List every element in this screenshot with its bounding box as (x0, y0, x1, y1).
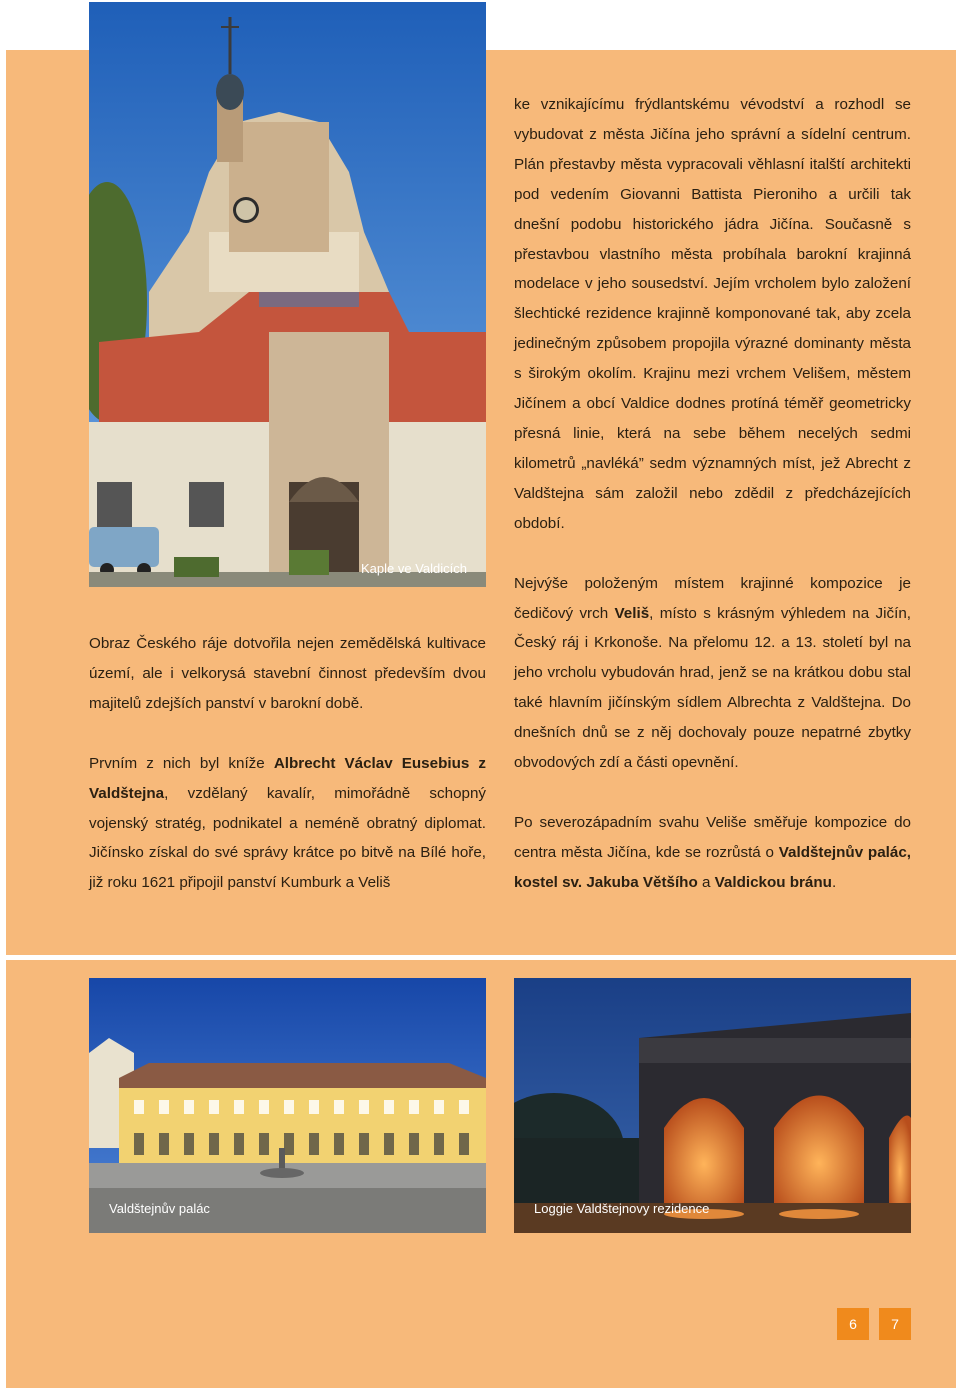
loggia-photo (514, 978, 911, 1233)
name-palace-church: Valdštejnův palác, kostel sv. Jakuba Většího (514, 843, 911, 891)
palace-photo (89, 978, 486, 1233)
name-velis: Veliš (614, 604, 650, 622)
left-text-column (89, 629, 486, 898)
name-albrecht-valdstejn: Albrecht Václav Eusebius z Valdštejna (89, 754, 486, 802)
palace-caption: Valdštejnův palác (109, 1201, 210, 1216)
chapel-photo (89, 2, 486, 587)
right-paragraph-city: ke vznikajícímu frýdlantskému vévodství a rozhodl se vybudovat z města Jičína jeho správní a sídelní centrum. Plán přestavby města vypracovali věhlasní italští architekti pod vedením Giovanni Battista Pieroniho a určili tak dnešní podobu historického jádra Jičína. Současně s přestavbou vlastního města probíhala barokní krajinná modelace v jeho sousedství. Jejím vrcholem bylo založení šlechtické rezidence krajinně komponované tak, aby zcela jedinečným způsobem propojila výrazné dominanty města s širokým okolím. Krajinu mezi vrchem Velišem, městem Jičínem a obcí Valdice dodnes protíná téměř geometricky přesná linie, která na sebe během necelých sedmi kilometrů „navléká” sedm významných míst, jež Abrecht z Valdštejna sám založil nebo zdědil z předcházejících období. (514, 96, 911, 532)
page-number-left: 6 (837, 1308, 869, 1340)
right-text-column (514, 90, 911, 898)
left-paragraph-valdstejn: Prvním z nich byl kníže Albrecht Václav Eusebius z Valdštejna, vzdělaný kavalír, mimořádně schopný vojenský stratég, podnikatel a neméně obratný diplomat. Jičínsko získal do své správy krátce po bitvě na Bílé hoře, již roku 1621 připojil panství Kumburk a Veliš (89, 754, 486, 892)
loggia-caption: Loggie Valdštejnovy rezidence (534, 1201, 710, 1216)
name-valdice-gate: Valdickou bránu (714, 873, 832, 891)
left-paragraph-intro: Obraz Českého ráje dotvořila nejen zemědělská kultivace území, ale i velkorysá stavební činnost především dvou majitelů zdejších panství v barokní době. (89, 635, 486, 712)
right-paragraph-velis: Nejvýše položeným místem krajinné kompozice je čedičový vrch Veliš, místo s krásným výhledem na Jičín, Český ráj i Krkonoše. Na přelomu 12. a 13. století byl na jeho vrcholu vybudován hrad, jenž se na krátkou dobu stal také hlavním jičínským sídlem Albrechta z Valdštejna. Do dnešních dnů se z něj dochovaly pouze nepatrné zbytky obvodových zdí a části opevnění. (514, 574, 911, 772)
right-paragraph-composition: Po severozápadním svahu Veliše směřuje kompozice do centra města Jičína, kde se rozrůstá o Valdštejnův palác, kostel sv. Jakuba Většího a Valdickou bránu. (514, 813, 911, 891)
chapel-caption: Kaple ve Valdicích (361, 561, 467, 576)
page-number-right: 7 (879, 1308, 911, 1340)
